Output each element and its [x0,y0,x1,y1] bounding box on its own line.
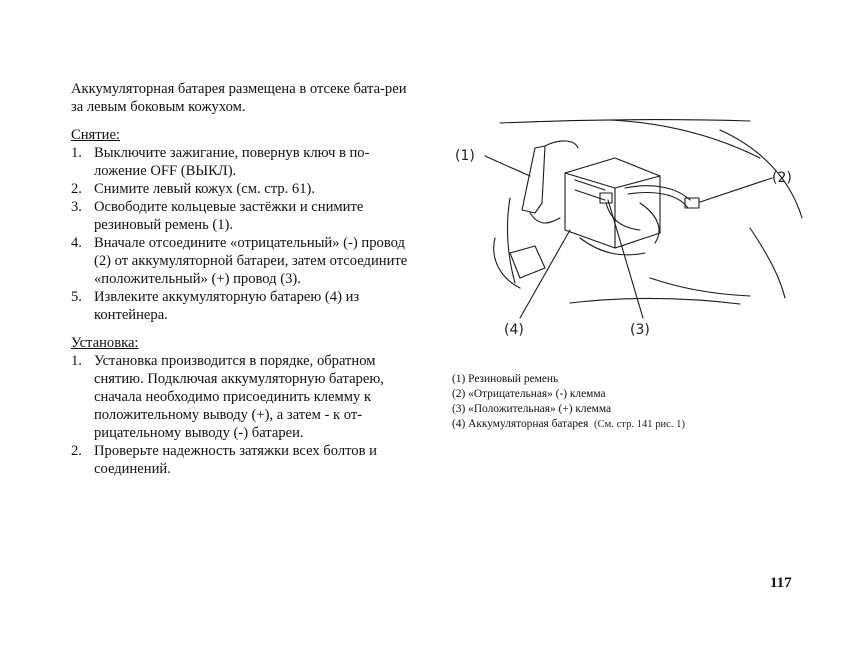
rubber-strap [522,146,545,213]
lower-part [580,238,645,255]
callout-label-3: (3) [630,322,650,338]
removal-steps [71,144,421,324]
page-number: 117 [770,575,792,591]
removal-step [71,198,421,234]
legend-item-4-text: (4) Аккумуляторная батарея [452,418,589,430]
callout-label-4: (4) [504,322,524,338]
legend-item-1: (1) Резиновый ремень [452,373,559,385]
step-number: 2. [71,181,82,197]
step-text: Установка производится в порядке, обратном снятию. Подключая аккумуляторную батарею, сначала необходимо присоединить клемму к положительному выводу (+), а затем - к от-рицательному выводу (-) батареи. [94,353,384,441]
leader-line-3 [608,200,643,318]
step-text: Проверьте надежность затяжки всех болтов и соединений. [94,443,377,477]
removal-step [71,180,421,198]
legend-item-3: (3) «Положительная» (+) клемма [452,403,612,415]
install-step [71,352,421,442]
positive-cable [606,203,640,230]
frame-line [650,278,750,296]
mount [510,246,545,278]
removal-step [71,288,421,324]
battery-illustration [450,118,810,348]
legend-item-2: (2) «Отрицательная» (-) клемма [452,388,606,400]
text-column [71,80,421,488]
step-text: Извлеките аккумуляторную батарею (4) из контейнера. [94,289,360,323]
removal-step [71,234,421,288]
leader-line-1 [485,156,530,176]
frame-line [508,198,515,283]
callout-label-1: (1) [455,148,475,164]
removal-title: Снятие: [71,127,120,143]
step-text: Выключите зажигание, повернув ключ в по-ложение OFF (ВЫКЛ). [94,145,370,179]
negative-cable-outer [628,193,688,208]
callout-label-2: (2) [772,170,792,186]
battery-figure [450,118,810,348]
step-text: Вначале отсоедините «отрицательный» (-) провод (2) от аккумуляторной батареи, затем отсоедините «положительный» (+) провод (3). [94,235,408,287]
intro-paragraph: Аккумуляторная батарея размещена в отсеке бата-реи за левым боковым кожухом. [71,81,407,115]
step-number: 2. [71,443,82,459]
install-steps [71,352,421,478]
leader-line-4 [520,230,570,318]
install-step [71,442,421,478]
step-text: Освободите кольцевые застёжки и снимите резиновый ремень (1). [94,199,364,233]
step-number: 5. [71,289,82,305]
rubber-strap-hook [545,141,578,148]
positive-terminal [600,193,612,203]
legend-item-4-ref: (См. стр. 141 рис. 1) [594,419,685,430]
frame-line [750,228,785,298]
step-number: 4. [71,235,82,251]
leader-line-2 [700,178,772,202]
removal-step [71,144,421,180]
figure-legend [452,372,782,432]
frame-line [494,238,520,288]
step-number: 1. [71,145,82,161]
install-title: Установка: [71,335,139,351]
legend-item-4 [452,417,782,432]
step-number: 1. [71,353,82,369]
step-number: 3. [71,199,82,215]
step-text: Снимите левый кожух (см. стр. 61). [94,181,316,197]
rubber-strap-lower [530,213,560,223]
frame-line [570,299,740,304]
